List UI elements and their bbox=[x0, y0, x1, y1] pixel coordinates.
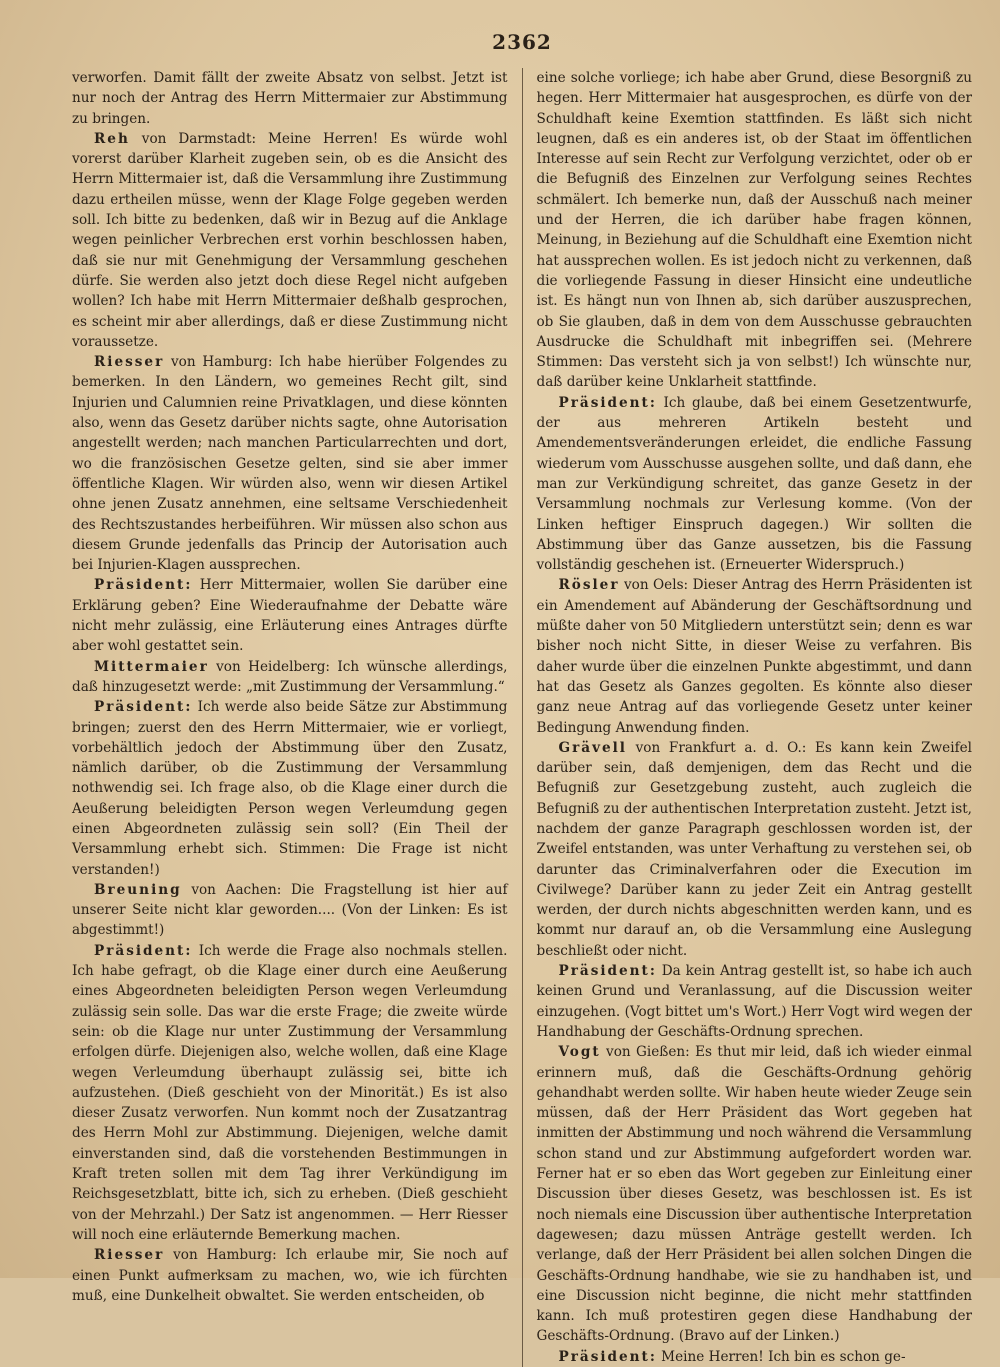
paragraph-text: von Aachen: Die Fragstellung ist hier auf unserer Seite nicht klar geworden.... (Von der Linken: Es ist abgestimmt!) bbox=[72, 881, 508, 939]
paragraph bbox=[72, 68, 508, 129]
paragraph bbox=[537, 1042, 973, 1346]
speaker-name: Präsident: bbox=[94, 577, 193, 594]
speaker-name: Riesser bbox=[94, 354, 165, 371]
speaker-name: Reh bbox=[94, 130, 130, 147]
speaker-name: Breuning bbox=[94, 881, 182, 898]
speaker-name: Präsident: bbox=[558, 963, 657, 980]
paragraph bbox=[537, 961, 973, 1042]
text-columns bbox=[72, 68, 972, 1367]
speaker-name: Grävell bbox=[558, 739, 627, 756]
paragraph bbox=[537, 68, 973, 393]
paragraph-text: von Darmstadt: Meine Herren! Es würde wohl vorerst darüber Klarheit zugeben sein, ob es die Ansicht des Herrn Mittermaier ist, daß die Versammlung ihre Zustimmung dazu ertheilen müsse, wenn der Klage Folge gegeben werden soll. Ich bitte zu bedenken, daß wir in Bezug auf die Anklage wegen peinlicher Verbrechen erst vorhin beschlossen haben, daß sie nur mit Genehmigung der Versammlung geschehen dürfe. Sie werden also jetzt doch diese Regel nicht aufgeben wollen? Ich habe mit Herrn Mittermaier deßhalb gesprochen, es scheint mir aber allerdings, daß er diese Zustimmung nicht voraussetze. bbox=[72, 130, 508, 350]
paragraph bbox=[72, 352, 508, 575]
paragraph-text: Ich werde also beide Sätze zur Abstimmung bringen; zuerst den des Herrn Mittermaier, wie er vorliegt, vorbehältlich jedoch der Abstimmung über den Zusatz, nämlich darüber, ob die Zustimmung der Versammlung nothwendig sei. Ich frage also, ob die Klage einer durch die Aeußerung beleidigten Person wegen Verleumdung gegen einen Abgeordneten zulässig sein soll? (Ein Theil der Versammlung erhebt sich. Stimmen: Die Frage ist nicht verstanden!) bbox=[72, 699, 508, 878]
paragraph-text: von Gießen: Es thut mir leid, daß ich wieder einmal erinnern muß, daß die Geschäfts-Ordnung gehörig gehandhabt werden sollte. Wir haben heute wieder Zeuge sein müssen, daß der Herr Präsident das Wort gegeben hat inmitten der Abstimmung und noch während die Versammlung schon stand und zur Abstimmung aufgefordert worden war. Ferner hat er so eben das Wort gegeben zur Einleitung einer Discussion über dieses Gesetz, was beschlossen ist. Es ist noch niemals eine Discussion über authentische Interpretation dagewesen; dazu müssen Anträge gestellt werden. Ich verlange, daß der Herr Präsident bei allen solchen Dingen die Geschäfts-Ordnung handhabe, wie sie zu handhaben ist, und eine Discussion nicht beginne, die nicht mehr stattfinden kann. Ich muß protestiren gegen diese Handhabung der Geschäfts-Ordnung. (Bravo auf der Linken.) bbox=[536, 1044, 972, 1345]
page-number: 2362 bbox=[492, 30, 552, 54]
paragraph bbox=[537, 738, 973, 961]
speaker-name: Präsident: bbox=[94, 942, 193, 959]
paragraph-text: von Heidelberg: Ich wünsche allerdings, daß hinzugesetzt werde: „mit Zustimmung der Versammlung.“ bbox=[72, 658, 508, 695]
paragraph bbox=[72, 941, 508, 1245]
paragraph-text: Ich werde die Frage also nochmals stellen. Ich habe gefragt, ob die Klage einer durch eine Aeußerung eines Abgeordneten beleidigten Person wegen Verleumdung zulässig sein solle. Das war die erste Frage; die zweite würde sein: ob die Klage nur unter Zustimmung der Versammlung erfolgen dürfe. Diejenigen also, welche wollen, daß eine Klage wegen Verleumdung überhaupt zulässig sei, bitte ich aufzustehen. (Dieß geschieht von der Minorität.) Es ist also dieser Zusatz verworfen. Nun kommt noch der Zusatzantrag des Herrn Mohl zur Abstimmung. Diejenigen, welche damit einverstanden sind, daß die vorstehenden Bestimmungen in Kraft treten sollen mit dem Tag ihrer Verkündigung im Reichsgesetzblatt, bitte ich, sich zu erheben. (Dieß geschieht von der Mehrzahl.) Der Satz ist angenommen. — Herr Riesser will noch eine erläuternde Bemerkung machen. bbox=[72, 942, 508, 1243]
speaker-name: Rösler bbox=[558, 577, 620, 594]
paragraph-text: von Hamburg: Ich erlaube mir, Sie noch auf einen Punkt aufmerksam zu machen, wo, wie ich fürchten muß, eine Dunkelheit obwaltet. Sie werden entscheiden, ob bbox=[72, 1247, 508, 1304]
right-column bbox=[522, 68, 973, 1367]
paragraph bbox=[537, 1347, 973, 1367]
paragraph-text: von Frankfurt a. d. O.: Es kann kein Zweifel darüber sein, daß demjenigen, dem das Recht und die Befugniß zur Gesetzgebung zusteht, auch zugleich die Befugniß zu der authentischen Interpretation zusteht. Jetzt ist, nachdem der ganze Paragraph geschlossen worden ist, der Zweifel entstanden, was unter Verhaftung zu verstehen sei, ob darunter das Criminalverfahren oder die Execution im Civilwege? Darüber kann zu jeder Zeit ein Antrag gestellt werden, der durch nichts abgeschnitten werden kann, und es kommt nur darauf an, ob die Versammlung eine Auslegung beschließt oder nicht. bbox=[536, 739, 972, 959]
paragraph-text: eine solche vorliege; ich habe aber Grund, diese Besorgniß zu hegen. Herr Mittermaier hat ausgesprochen, es dürfe von der Schuldhaft keine Exemtion stattfinden. Es läßt sich nicht leugnen, daß es ein anderes ist, ob der Staat im öffentlichen Interesse auf sein Recht zur Verfolgung verzichtet, oder ob er die Befugniß des Einzelnen zur Verfolgung seines Rechtes schmälert. Ich bemerke nun, daß der Ausschuß nach meiner und der Herren, die ich darüber habe fragen können, Meinung, in Beziehung auf die Schuldhaft eine Exemtion nicht hat aussprechen wollen. Es ist jedoch nicht zu verkennen, daß die vorliegende Fassung in dieser Hinsicht eine undeutliche ist. Es hängt nun von Ihnen ab, sich darüber auszusprechen, ob Sie glauben, daß in dem von dem Ausschusse gebrauchten Ausdrucke die Schuldhaft mit inbegriffen sei. (Mehrere Stimmen: Das versteht sich ja von selbst!) Ich wünschte nur, daß darüber keine Unklarheit stattfinde. bbox=[536, 70, 972, 391]
paragraph-text: Herr Mittermaier, wollen Sie darüber eine Erklärung geben? Eine Wiederaufnahme der Debatte wäre nicht mehr zulässig, eine Erläuterung eines Antrages dürfte aber wohl gestattet sein. bbox=[72, 577, 508, 655]
paragraph bbox=[72, 129, 508, 352]
paragraph bbox=[537, 393, 973, 576]
speaker-name: Mittermaier bbox=[94, 658, 209, 675]
speaker-name: Präsident: bbox=[558, 394, 657, 411]
paragraph bbox=[537, 575, 973, 737]
paragraph-text: von Oels: Dieser Antrag des Herrn Präsidenten ist ein Amendement auf Abänderung der Geschäftsordnung und müßte daher von 50 Mitgliedern unterstützt sein; denn es war bisher noch nicht Sitte, in dieser Weise zu verfahren. Bis daher wurde über die einzelnen Punkte abgestimmt, und dann hat das Gesetz als Ganzes gegolten. Es könnte also dieser ganz neue Antrag auf das vorliegende Gesetz unter keiner Bedingung Anwendung finden. bbox=[536, 577, 972, 736]
paragraph bbox=[72, 880, 508, 941]
speaker-name: Riesser bbox=[94, 1247, 165, 1264]
speaker-name: Präsident: bbox=[558, 1348, 657, 1365]
paragraph-text: Da kein Antrag gestellt ist, so habe ich auch keinen Grund und Veranlassung, auf die Discussion weiter einzugehen. (Vogt bittet um's Wort.) Herr Vogt wird wegen der Handhabung der Geschäfts-Ordnung sprechen. bbox=[536, 963, 972, 1040]
paragraph bbox=[72, 697, 508, 880]
speaker-name: Präsident: bbox=[94, 699, 193, 716]
paragraph bbox=[72, 575, 508, 656]
paragraph-text: verworfen. Damit fällt der zweite Absatz von selbst. Jetzt ist nur noch der Antrag des Herrn Mittermaier zur Abstimmung zu bringen. bbox=[72, 70, 508, 127]
paragraph bbox=[72, 657, 508, 698]
paragraph-text: von Hamburg: Ich habe hierüber Folgendes zu bemerken. In den Ländern, wo gemeines Recht gilt, sind Injurien und Calumnien reine Privatklagen, und diese könnten also, wenn das Gesetz darüber nichts sagte, ohne Autorisation angestellt werden; nach manchen Particularrechten und dort, wo die französischen Gesetze gelten, sind sie aber immer öffentliche Klagen. Wir würden also, wenn wir diesen Artikel ohne jenen Zusatz annehmen, eine seltsame Verschiedenheit des Rechtszustandes herbeiführen. Wir müssen also schon aus diesem Grunde jedenfalls das Princip der Autorisation auch bei Injurien-Klagen aussprechen. bbox=[72, 354, 508, 574]
paragraph bbox=[72, 1245, 508, 1306]
paragraph-text: Meine Herren! Ich bin es schon ge- bbox=[656, 1348, 906, 1365]
left-column bbox=[72, 68, 522, 1367]
speaker-name: Vogt bbox=[558, 1044, 601, 1061]
paragraph-text: Ich glaube, daß bei einem Gesetzentwurfe, der aus mehreren Artikeln besteht und Amendementsveränderungen erleidet, die endliche Fassung wiederum vom Ausschusse ausgehen sollte, und daß dann, ehe man zur Verkündigung schreitet, das ganze Gesetz in der Versammlung nochmals zur Verlesung komme. (Von der Linken heftiger Einspruch dagegen.) Wir sollten die Abstimmung über das Ganze aussetzen, bis die Fassung vollständig geschehen ist. (Erneuerter Widerspruch.) bbox=[536, 394, 972, 574]
